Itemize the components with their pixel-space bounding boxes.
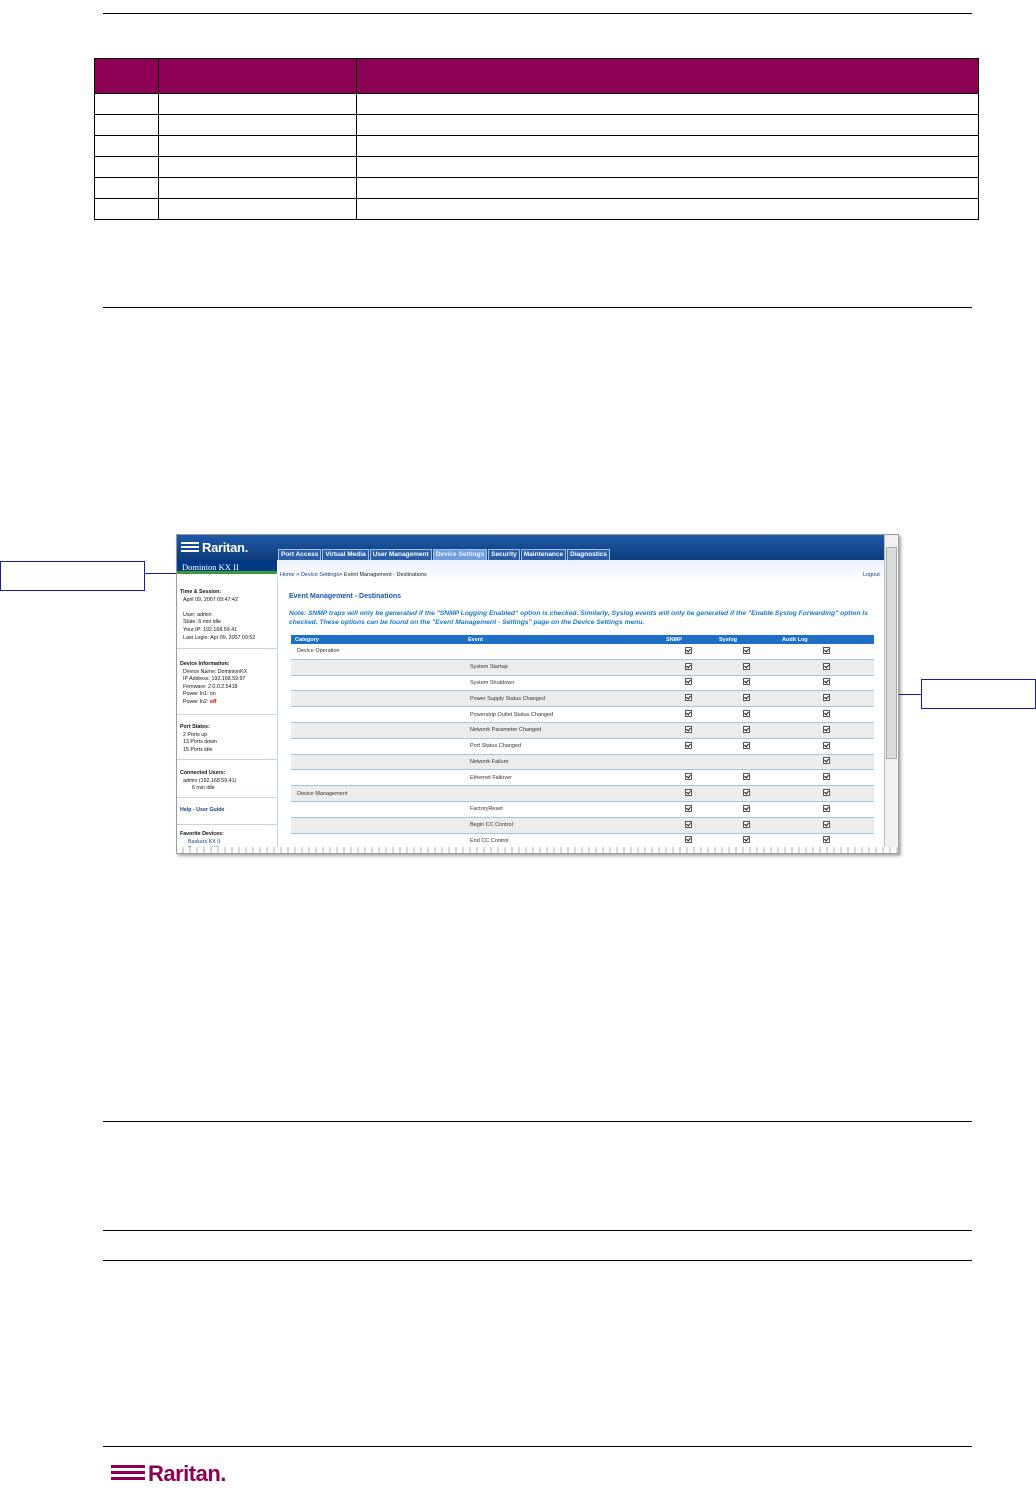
syslog-checkbox[interactable] <box>743 742 750 749</box>
syslog-cell <box>715 691 778 707</box>
table-row <box>291 675 874 691</box>
category-cell <box>291 707 464 723</box>
syslog-cell <box>715 659 778 675</box>
time-line-2: User: admin <box>183 611 212 618</box>
category-cell <box>291 801 464 817</box>
syslog-cell <box>715 801 778 817</box>
table-header-cell <box>95 59 159 94</box>
syslog-header: Syslog <box>715 635 778 644</box>
audit-cell <box>778 801 874 817</box>
table-row <box>291 801 874 817</box>
table-header-row <box>95 59 979 94</box>
main-content <box>289 593 879 626</box>
syslog-checkbox[interactable] <box>743 678 750 685</box>
table-row <box>291 754 874 770</box>
syslog-checkbox[interactable] <box>743 647 750 654</box>
connected-users-panel: Connected Users: admin (192.168.59.41) 6 min idle <box>177 770 277 798</box>
syslog-cell <box>715 738 778 754</box>
category-cell <box>291 754 464 770</box>
table-header-row <box>291 635 874 644</box>
callout-box-left <box>0 561 145 591</box>
syslog-checkbox[interactable] <box>743 773 750 780</box>
syslog-cell <box>715 722 778 738</box>
audit-cell <box>778 644 874 659</box>
audit-cell <box>778 754 874 770</box>
snmp-checkbox[interactable] <box>685 821 692 828</box>
audit-checkbox[interactable] <box>823 663 830 670</box>
snmp-cell <box>662 801 715 817</box>
time-session-panel: Time & Session: April 09, 2007 09:47:42 User: admin State: 6 min idle Your IP: 192.168.59.41 Last Login: Apr 09, 2007 09:52 <box>177 589 277 649</box>
snmp-cell <box>662 754 715 770</box>
favorite-device-link[interactable]: Baskars KX II <box>188 838 221 845</box>
time-line-3: State: 6 min idle <box>183 619 221 626</box>
snmp-checkbox[interactable] <box>685 647 692 654</box>
torn-edge <box>177 847 898 854</box>
snmp-cell <box>662 644 715 659</box>
category-cell: Device Operation <box>291 644 464 659</box>
audit-cell <box>778 722 874 738</box>
category-cell <box>291 659 464 675</box>
snmp-cell <box>662 817 715 833</box>
sidebar <box>177 577 278 853</box>
event-header: Event <box>464 635 662 644</box>
syslog-checkbox[interactable] <box>743 726 750 733</box>
power2-status: off <box>209 698 217 705</box>
footer-raritan-logo: Raritan. <box>111 1461 226 1487</box>
category-cell <box>291 738 464 754</box>
syslog-checkbox[interactable] <box>743 663 750 670</box>
logout-link[interactable]: Logout <box>863 572 880 578</box>
snmp-cell <box>662 770 715 786</box>
audit-checkbox[interactable] <box>823 678 830 685</box>
event-cell: System Startup <box>464 659 662 675</box>
footer-rule <box>103 1446 972 1447</box>
vertical-scrollbar[interactable] <box>884 535 897 853</box>
time-line-5: Last Login: Apr 09, 2007 09:52 <box>183 634 256 641</box>
snmp-cell <box>662 707 715 723</box>
breadcrumb: Home > Device Settings> Event Management - Destinations <box>280 572 427 578</box>
device-name-bar: Dominion KX II <box>177 560 277 574</box>
scrollbar-thumb[interactable] <box>886 547 897 759</box>
help-user-guide-link[interactable]: Help - User Guide <box>180 807 225 813</box>
event-cell: FactoryReset <box>464 801 662 817</box>
favorite-devices-panel: Favorite Devices: Baskars KX II <box>177 831 277 854</box>
audit-checkbox[interactable] <box>823 694 830 701</box>
syslog-checkbox[interactable] <box>743 821 750 828</box>
snmp-checkbox[interactable] <box>685 663 692 670</box>
table-row <box>95 136 979 157</box>
category-cell <box>291 770 464 786</box>
snmp-checkbox[interactable] <box>685 726 692 733</box>
syslog-checkbox[interactable] <box>743 710 750 717</box>
event-cell: End CC Control <box>464 833 662 849</box>
breadcrumb-current: Event Management - Destinations <box>343 572 427 578</box>
snmp-checkbox[interactable] <box>685 836 692 843</box>
table-row <box>291 817 874 833</box>
snmp-cell <box>662 738 715 754</box>
audit-checkbox[interactable] <box>823 647 830 654</box>
syslog-checkbox[interactable] <box>743 805 750 812</box>
table-row <box>291 770 874 786</box>
audit-checkbox[interactable] <box>823 742 830 749</box>
tab-port-access[interactable]: Port Access <box>278 549 321 561</box>
raritan-logo: Raritan. <box>181 540 248 555</box>
syslog-checkbox[interactable] <box>743 789 750 796</box>
category-cell <box>291 722 464 738</box>
audit-checkbox[interactable] <box>823 773 830 780</box>
kx2-screenshot <box>176 534 899 854</box>
table-header-cell <box>159 59 357 94</box>
device-info-panel: Device Information: Device Name: DominionKX IP Address: 192.168.59.97 Firmware: 2.0.0.2.5418 Power In1: on Power In2: off <box>177 661 277 715</box>
table-row <box>291 786 874 802</box>
syslog-checkbox[interactable] <box>743 694 750 701</box>
snmp-header: SNMP <box>662 635 715 644</box>
audit-checkbox[interactable] <box>823 789 830 796</box>
port-states-panel: Port States: 2 Ports up 13 Ports down 15 Ports idle <box>177 724 277 760</box>
table-row <box>291 644 874 659</box>
time-line-4: Your IP: 192.168.59.41 <box>183 626 237 633</box>
tab-user-management[interactable]: User Management <box>370 549 432 561</box>
audit-checkbox[interactable] <box>823 821 830 828</box>
table-row <box>95 178 979 199</box>
table-row <box>291 659 874 675</box>
audit-cell <box>778 707 874 723</box>
tab-maintenance[interactable]: Maintenance <box>521 549 566 561</box>
help-panel <box>177 807 277 825</box>
time-line-0: April 09, 2007 09:47:42 <box>183 596 238 603</box>
event-cell: Powerstrip Outlet Status Changed <box>464 707 662 723</box>
audit-cell <box>778 659 874 675</box>
syslog-cell <box>715 675 778 691</box>
callout-box-right <box>921 679 1036 709</box>
section-rule <box>103 307 972 308</box>
category-cell <box>291 817 464 833</box>
event-cell: Network Parameter Changed <box>464 722 662 738</box>
table-row <box>291 722 874 738</box>
summary-table <box>94 58 979 220</box>
event-cell: System Shutdown <box>464 675 662 691</box>
syslog-cell <box>715 754 778 770</box>
snmp-cell <box>662 675 715 691</box>
audit-cell <box>778 770 874 786</box>
table-row <box>291 707 874 723</box>
table-header-cell <box>357 59 979 94</box>
table-row <box>95 157 979 178</box>
snmp-syslog-note: Note: SNMP traps will only be generated if the "SNMP Logging Enabled" option is checked. Similarly, Syslog events will only be generated if the "Enable Syslog Forwarding" option is checked. These options can be found on the "Event Management - Settings" page on the Device Settings menu. <box>289 610 868 626</box>
table-row <box>291 738 874 754</box>
table-row <box>291 691 874 707</box>
snmp-cell <box>662 659 715 675</box>
app-header <box>177 535 884 560</box>
snmp-checkbox[interactable] <box>685 805 692 812</box>
table-row <box>95 199 979 220</box>
category-cell <box>291 675 464 691</box>
audit-cell <box>778 817 874 833</box>
tab-security[interactable]: Security <box>488 549 520 561</box>
syslog-cell <box>715 817 778 833</box>
audit-checkbox[interactable] <box>823 836 830 843</box>
syslog-checkbox[interactable] <box>743 836 750 843</box>
breadcrumb-home[interactable]: Home <box>280 572 295 578</box>
snmp-cell <box>662 786 715 802</box>
page-title: Event Management - Destinations <box>289 593 402 600</box>
event-destinations-table <box>291 635 874 849</box>
audit-checkbox[interactable] <box>823 805 830 812</box>
syslog-cell <box>715 707 778 723</box>
breadcrumb-device-settings[interactable]: Device Settings <box>300 572 340 578</box>
snmp-checkbox[interactable] <box>685 678 692 685</box>
syslog-cell <box>715 786 778 802</box>
syslog-cell <box>715 644 778 659</box>
syslog-cell <box>715 770 778 786</box>
top-rule <box>103 13 972 14</box>
section-rule-3 <box>103 1230 972 1231</box>
audit-cell <box>778 786 874 802</box>
section-rule-4 <box>103 1260 972 1261</box>
event-cell: Power Supply Status Changed <box>464 691 662 707</box>
event-cell: Begin CC Control <box>464 817 662 833</box>
snmp-checkbox[interactable] <box>685 789 692 796</box>
raritan-logo-icon <box>111 1465 145 1483</box>
section-rule-2 <box>103 1121 972 1122</box>
snmp-checkbox[interactable] <box>685 773 692 780</box>
event-cell <box>464 644 662 659</box>
audit-log-header: Audit Log <box>778 635 874 644</box>
event-cell <box>464 786 662 802</box>
raritan-logo-icon <box>181 542 199 553</box>
category-cell <box>291 691 464 707</box>
audit-cell <box>778 738 874 754</box>
audit-cell <box>778 691 874 707</box>
event-cell: Network Failure <box>464 754 662 770</box>
snmp-checkbox[interactable] <box>685 710 692 717</box>
tab-device-settings[interactable]: Device Settings <box>433 549 487 561</box>
audit-checkbox[interactable] <box>823 710 830 717</box>
snmp-checkbox[interactable] <box>685 694 692 701</box>
snmp-cell <box>662 722 715 738</box>
event-cell: Port Status Changed <box>464 738 662 754</box>
table-row <box>95 115 979 136</box>
snmp-checkbox[interactable] <box>685 742 692 749</box>
tab-virtual-media[interactable]: Virtual Media <box>322 549 368 561</box>
audit-cell <box>778 675 874 691</box>
snmp-cell <box>662 691 715 707</box>
audit-checkbox[interactable] <box>823 726 830 733</box>
event-cell: Ethernet Failover <box>464 770 662 786</box>
category-header[interactable]: Category <box>291 635 464 644</box>
tab-diagnostics[interactable]: Diagnostics <box>567 549 610 561</box>
category-cell: Device Management <box>291 786 464 802</box>
audit-checkbox[interactable] <box>823 757 830 764</box>
table-row <box>95 94 979 115</box>
